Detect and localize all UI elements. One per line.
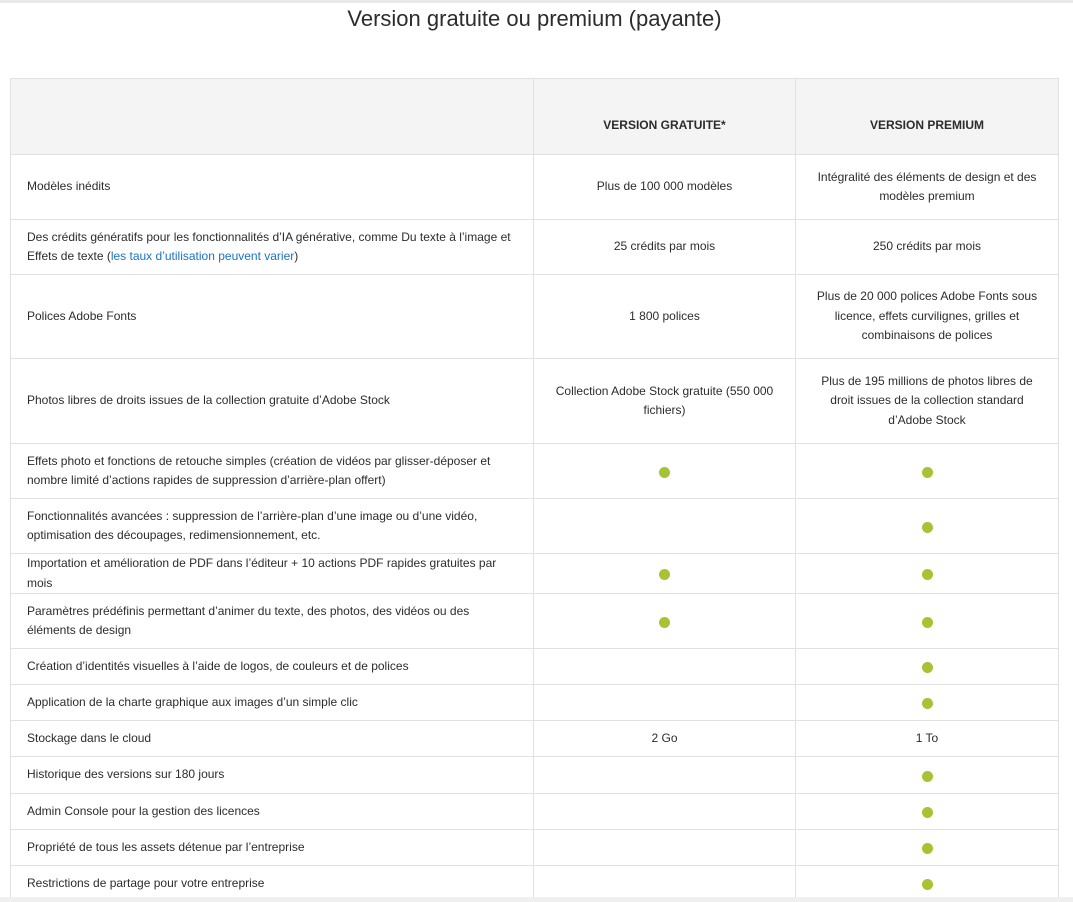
feature-cell: Effets photo et fonctions de retouche simples (création de vidéos par glisser-déposer et nombre limité d’actions rapides de suppression d’arrière-plan offert) [11, 444, 534, 499]
premium-check-cell [796, 685, 1059, 721]
table-row [11, 721, 1059, 757]
premium-column-header: VERSION PREMIUM [796, 79, 1059, 155]
check-dot-icon [922, 662, 933, 673]
check-dot-icon [659, 467, 670, 478]
free-check-cell [534, 649, 796, 685]
check-dot-icon [922, 698, 933, 709]
free-column-header: VERSION GRATUITE* [534, 79, 796, 155]
feature-cell: Fonctionnalités avancées : suppression de l’arrière-plan d’une image ou d’une vidéo, optimisation des découpages, redimensionnement, etc. [11, 499, 534, 554]
feature-cell: Restrictions de partage pour votre entreprise [11, 866, 534, 902]
feature-cell: Application de la charte graphique aux images d’un simple clic [11, 685, 534, 721]
premium-check-cell [796, 444, 1059, 499]
check-dot-icon [922, 843, 933, 854]
free-check-cell [534, 830, 796, 866]
feature-cell [11, 220, 534, 275]
feature-cell: Photos libres de droits issues de la collection gratuite d’Adobe Stock [11, 359, 534, 444]
page-title: Version gratuite ou premium (payante) [347, 6, 722, 31]
feature-cell: Admin Console pour la gestion des licences [11, 794, 534, 830]
top-divider [0, 0, 1073, 3]
feature-column-header [11, 79, 534, 155]
free-check-cell [534, 757, 796, 794]
table-row [11, 830, 1059, 866]
free-value-cell: 1 800 polices [534, 275, 796, 359]
bottom-divider [0, 897, 1073, 902]
free-check-cell [534, 444, 796, 499]
free-check-cell [534, 794, 796, 830]
premium-check-cell [796, 554, 1059, 594]
feature-cell: Paramètres prédéfinis permettant d’animer du texte, des photos, des vidéos ou des éléments de design [11, 594, 534, 649]
feature-cell: Modèles inédits [11, 155, 534, 220]
premium-value-cell: Plus de 195 millions de photos libres de droit issues de la collection standard d’Adobe Stock [796, 359, 1059, 444]
free-check-cell [534, 685, 796, 721]
free-value-cell: 25 crédits par mois [534, 220, 796, 275]
feature-cell: Stockage dans le cloud [11, 721, 534, 757]
table-header-row [11, 79, 1059, 155]
premium-value-cell: Plus de 20 000 polices Adobe Fonts sous licence, effets curvilignes, grilles et combinaisons de polices [796, 275, 1059, 359]
feature-cell: Création d’identités visuelles à l’aide de logos, de couleurs et de polices [11, 649, 534, 685]
table-row [11, 499, 1059, 554]
table-row [11, 685, 1059, 721]
premium-value-cell: Intégralité des éléments de design et des modèles premium [796, 155, 1059, 220]
table-row [11, 594, 1059, 649]
feature-cell: Importation et amélioration de PDF dans l’éditeur + 10 actions PDF rapides gratuites par mois [11, 554, 534, 594]
check-dot-icon [922, 771, 933, 782]
free-value-cell: Collection Adobe Stock gratuite (550 000 fichiers) [534, 359, 796, 444]
free-check-cell [534, 554, 796, 594]
free-check-cell [534, 499, 796, 554]
table-row [11, 275, 1059, 359]
check-dot-icon [922, 522, 933, 533]
free-value-cell: 2 Go [534, 721, 796, 757]
table-row [11, 554, 1059, 594]
usage-rates-link[interactable]: les taux d’utilisation peuvent varier [110, 249, 295, 263]
comparison-table [10, 78, 1059, 902]
feature-cell: Propriété de tous les assets détenue par l’entreprise [11, 830, 534, 866]
check-dot-icon [922, 569, 933, 580]
check-dot-icon [922, 807, 933, 818]
table-row [11, 794, 1059, 830]
table-row [11, 757, 1059, 794]
feature-cell: Polices Adobe Fonts [11, 275, 534, 359]
table-row [11, 220, 1059, 275]
table-row [11, 444, 1059, 499]
check-dot-icon [659, 569, 670, 580]
check-dot-icon [922, 879, 933, 890]
premium-check-cell [796, 649, 1059, 685]
free-value-cell: Plus de 100 000 modèles [534, 155, 796, 220]
premium-check-cell [796, 499, 1059, 554]
check-dot-icon [922, 467, 933, 478]
feature-text-end: ) [294, 249, 299, 263]
premium-check-cell [796, 794, 1059, 830]
premium-check-cell [796, 757, 1059, 794]
check-dot-icon [922, 617, 933, 628]
premium-value-cell: 250 crédits par mois [796, 220, 1059, 275]
table-row [11, 155, 1059, 220]
premium-value-cell: 1 To [796, 721, 1059, 757]
table-row [11, 359, 1059, 444]
feature-text: Des crédits génératifs pour les fonctionnalités d’IA générative, comme Du texte à l’image et Effets de texte ( [27, 229, 511, 263]
premium-check-cell [796, 594, 1059, 649]
table-row [11, 649, 1059, 685]
premium-check-cell [796, 830, 1059, 866]
free-check-cell [534, 594, 796, 649]
feature-cell: Historique des versions sur 180 jours [11, 757, 534, 794]
check-dot-icon [659, 617, 670, 628]
